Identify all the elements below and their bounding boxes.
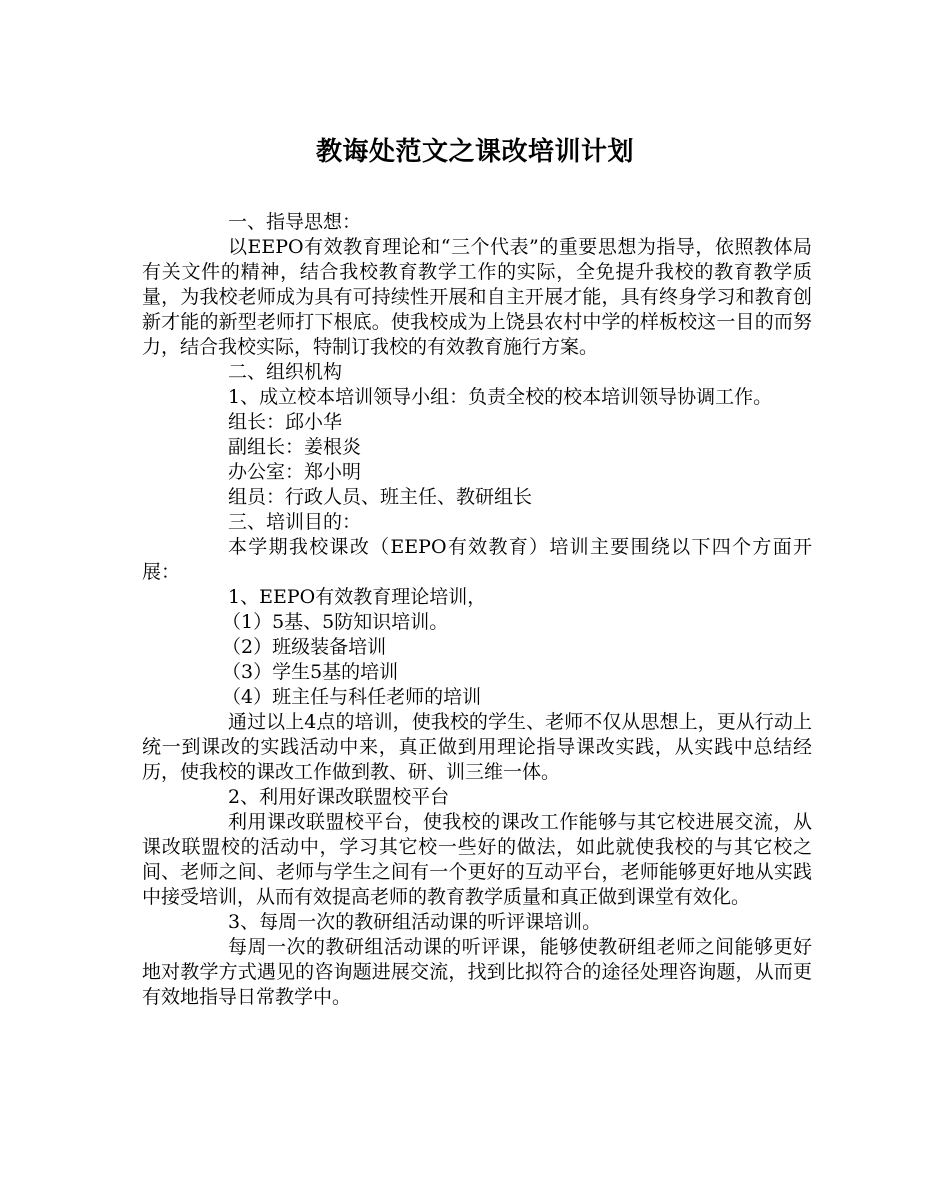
member-group: 组员：行政人员、班主任、教研组长 <box>228 486 533 508</box>
heading-training-purpose: 三、培训目的： <box>228 511 362 533</box>
paragraph-leadership-group: 1、成立校本培训领导小组：负责全校的校本培训领导协调工作。 <box>228 386 773 408</box>
member-deputy-leader: 副组长：姜根炎 <box>228 436 362 458</box>
subitem-2: （2）班级装备培训 <box>222 636 387 658</box>
paragraph-training-summary: 通过以上4点的培训，使我校的学生、老师不仅从思想上，更从行动上统一到课改的实践活动中来，真正做到用理论指导课改实践，从实践中总结经历，使我校的课改工作做到教、研、训三维一体。 <box>142 711 812 783</box>
document-body <box>142 210 812 1010</box>
subitem-1: （1）5基、5防知识培训。 <box>222 611 449 633</box>
paragraph-weekly-lesson-review: 每周一次的教研组活动课的听评课，能够使教研组老师之间能够更好地对教学方式遇见的咨询题进展交流，找到比拟符合的途径处理咨询题，从而更有效地指导日常教学中。 <box>142 936 812 1008</box>
heading-organization: 二、组织机构 <box>228 361 343 383</box>
subitem-3: （3）学生5基的培训 <box>222 661 399 683</box>
member-office: 办公室：郑小明 <box>228 461 362 483</box>
item-eepo-theory: 1、EEPO有效教育理论培训， <box>228 586 487 608</box>
document-title: 教诲处范文之课改培训计划 <box>315 137 634 167</box>
paragraph-training-intro: 本学期我校课改（EEPO有效教育）培训主要围绕以下四个方面开展： <box>142 536 812 583</box>
heading-guiding-ideology: 一、指导思想： <box>228 211 362 233</box>
paragraph-guiding-ideology: 以EEPO有效教育理论和“三个代表”的重要思想为指导，依照教体局有关文件的精神，结合我校教育教学工作的实际，全免提升我校的教育教学质量，为我校老师成为具有可持续性开展和自主开展才能，具有终身学习和教育创新才能的新型老师打下根底。使我校成为上饶县农村中学的样板校这一目的而努力，结合我校实际，特制订我校的有效教育施行方案。 <box>142 236 812 358</box>
item-weekly-lesson-review: 3、每周一次的教研组活动课的听评课培训。 <box>228 911 602 933</box>
paragraph-alliance-platform: 利用课改联盟校平台，使我校的课改工作能够与其它校进展交流，从课改联盟校的活动中，学习其它校一些好的做法，如此就使我校的与其它校之间、老师之间、老师与学生之间有一个更好的互动平台，老师能够更好地从实践中接受培训，从而有效提高老师的教育教学质量和真正做到课堂有效化。 <box>142 811 812 908</box>
member-leader: 组长：邱小华 <box>228 411 343 433</box>
subitem-4: （4）班主任与科任老师的培训 <box>222 686 482 708</box>
item-alliance-platform: 2、利用好课改联盟校平台 <box>228 786 450 808</box>
